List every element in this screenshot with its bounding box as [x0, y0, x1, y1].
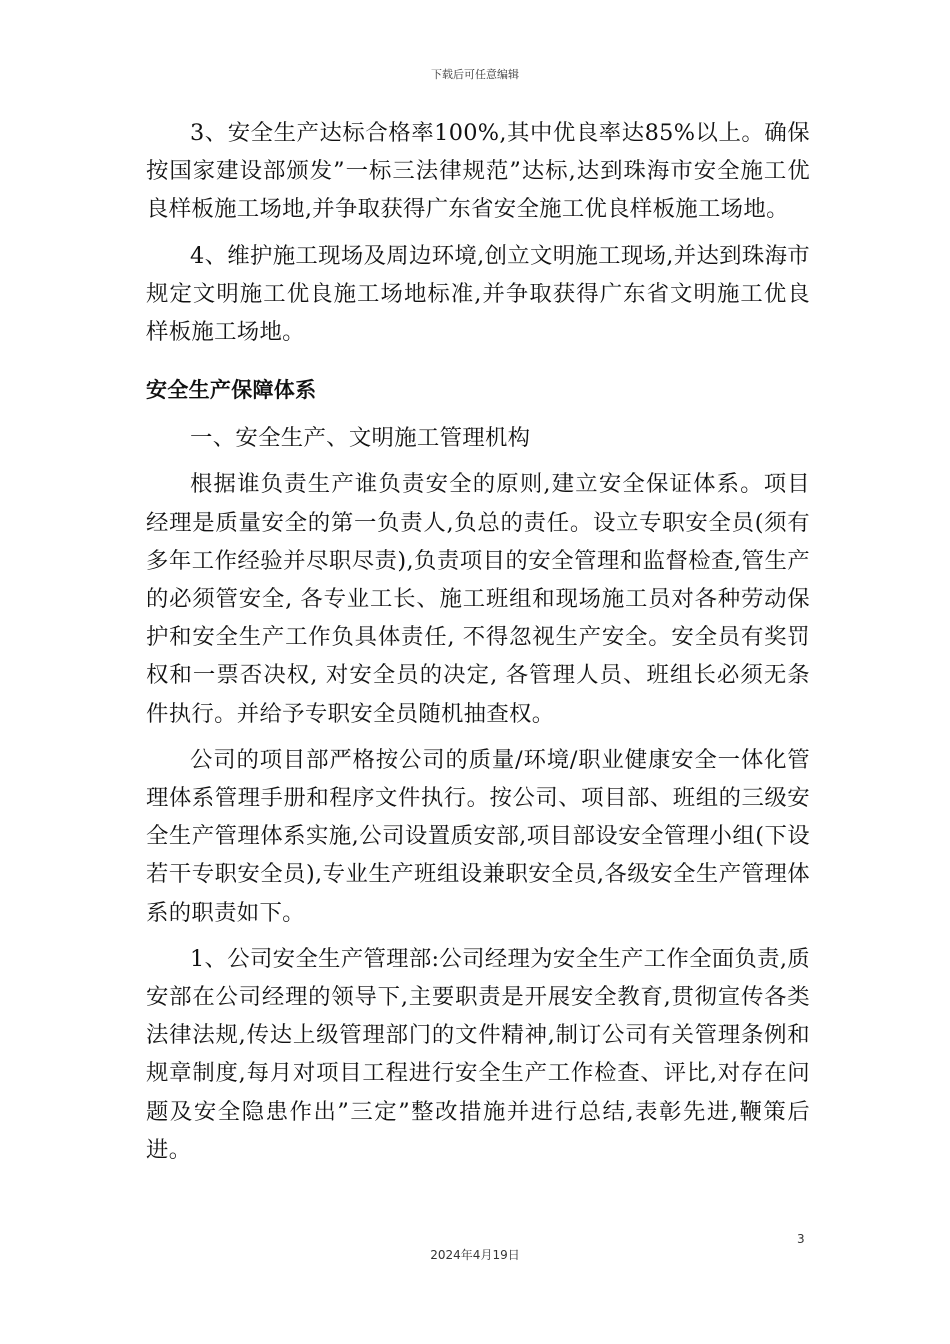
section-heading: 安全生产保障体系: [146, 378, 317, 403]
paragraph-management-org-title: 一、安全生产、文明施工管理机构: [190, 425, 531, 452]
paragraph-civilized-construction: 4、维护施工现场及周边环境,创立文明施工现场,并达到珠海市规定文明施工优良施工场地标准,并争取获得广东省文明施工优良样板施工场地。: [146, 242, 810, 346]
page-header: 下载后可任意编辑: [431, 68, 519, 81]
paragraph-company-safety-dept: 1、公司安全生产管理部:公司经理为安全生产工作全面负责,质安部在公司经理的领导下,主要职责是开展安全教育,贯彻宣传各类法律法规,传达上级管理部门的文件精神,制订公司有关管理条例和规章制度,每月对项目工程进行安全生产工作检查、评比,对存在问题及安全隐患作出”三定”整改措施并进行总结,表彰先进,鞭策后进。: [146, 945, 810, 1163]
paragraph-company-system: 公司的项目部严格按公司的质量/环境/职业健康安全一体化管理体系管理手册和程序文件执行。按公司、项目部、班组的三级安全生产管理体系实施,公司设置质安部,项目部设安全管理小组(下设若干专职安全员),专业生产班组设兼职安全员,各级安全生产管理体系的职责如下。: [146, 746, 810, 926]
paragraph-responsibility-principle: 根据谁负责生产谁负责安全的原则,建立安全保证体系。项目经理是质量安全的第一负责人,负总的责任。设立专职安全员(须有多年工作经验并尽职尽责),负责项目的安全管理和监督检查,管生产的必须管安全, 各专业工长、施工班组和现场施工员对各种劳动保护和安全生产工作负具体责任, 不得忽视生产安全。安全员有奖罚权和一票否决权, 对安全员的决定, 各管理人员、班组长必须无条件执行。并给予专职安全员随机抽查权。: [146, 471, 810, 727]
document-body: [146, 114, 810, 1169]
paragraph-safety-target: 3、安全生产达标合格率100%,其中优良率达85%以上。确保按国家建设部颁发”一标三法律规范”达标,达到珠海市安全施工优良样板施工场地,并争取获得广东省安全施工优良样板施工场地。: [146, 120, 810, 223]
footer-date: 2024年4月19日: [430, 1248, 520, 1262]
page-number: 3: [797, 1232, 805, 1246]
